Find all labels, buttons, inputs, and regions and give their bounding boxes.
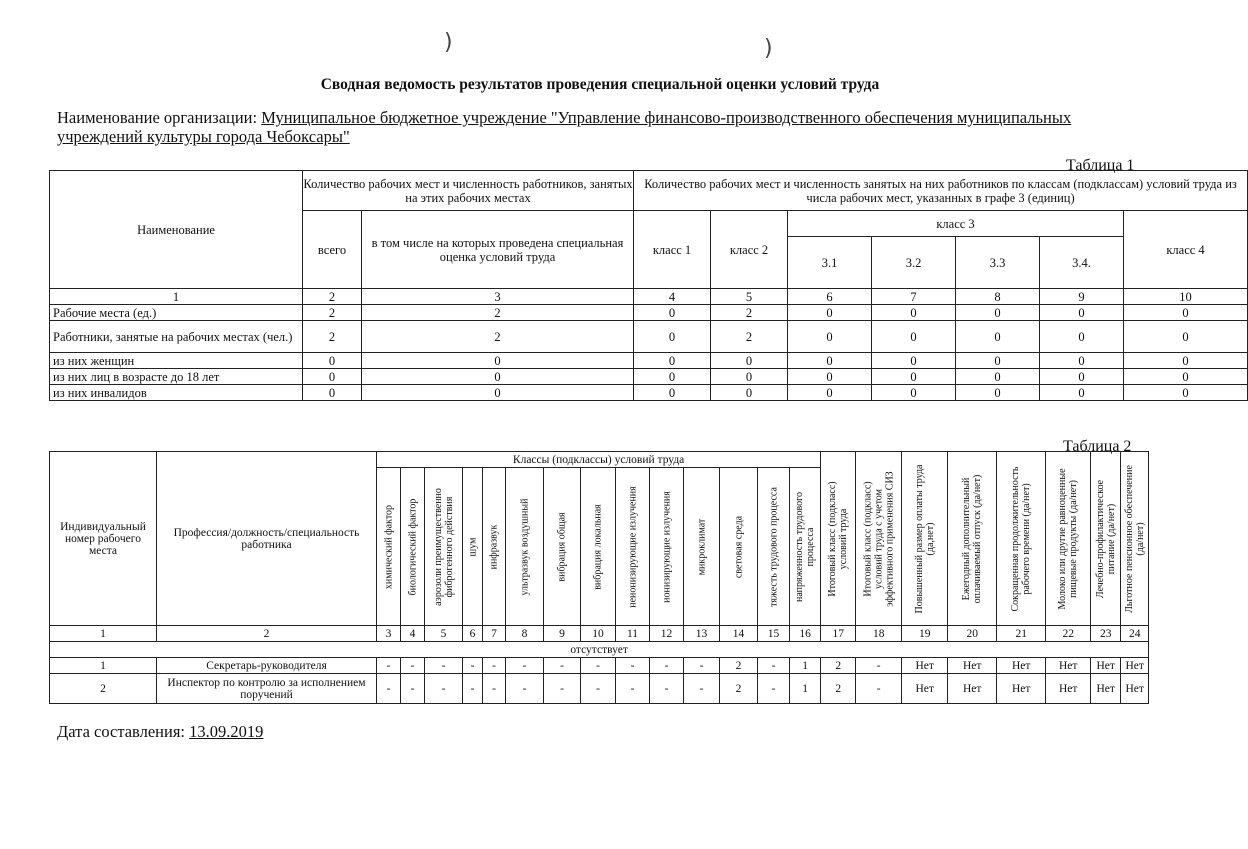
factor-header-text: вибрация локальная (592, 503, 604, 590)
factor-header-text: ионизирующие излучения (661, 490, 672, 603)
cell-value: 0 (956, 305, 1040, 321)
cell-value: 0 (872, 321, 956, 353)
cell-value: 0 (634, 385, 711, 401)
cell-value: 0 (303, 385, 362, 401)
col-num: 4 (401, 626, 425, 642)
cell-value: Нет (997, 674, 1046, 704)
col-num: 24 (1121, 626, 1149, 642)
cell-value: 0 (1124, 369, 1248, 385)
extra-header (821, 452, 856, 626)
cell-value: - (401, 674, 425, 704)
cell-value: 2 (303, 305, 362, 321)
cell-value: 0 (956, 385, 1040, 401)
factor-header (401, 468, 425, 626)
cell-value: Нет (1046, 658, 1091, 674)
cell-value: 0 (788, 385, 872, 401)
cell-value: 0 (1124, 305, 1248, 321)
col-num: 3 (362, 289, 634, 305)
factor-header (684, 468, 720, 626)
col-num: 5 (425, 626, 463, 642)
col-num: 15 (758, 626, 790, 642)
cell-value: 2 (711, 321, 788, 353)
factor-header-text: биологический фактор (407, 498, 418, 595)
col-num: 18 (856, 626, 902, 642)
col-num: 19 (902, 626, 948, 642)
cell-value: 2 (821, 674, 856, 704)
t1-sub-3-4: 3.4. (1040, 237, 1124, 289)
factor-header (506, 468, 544, 626)
cell-value: 0 (1124, 385, 1248, 401)
factor-header-text: микроклимат (696, 518, 707, 575)
extra-header (1091, 452, 1121, 626)
t1-header-count: Количество рабочих мест и численность работников, занятых на этих рабочих местах (303, 171, 634, 211)
t1-header-classes: Количество рабочих мест и численность занятых на них работников по классам (подклассам) условий труда из числа рабочих мест, указанных в графе 3 (единиц) (634, 171, 1248, 211)
table-row (50, 385, 1248, 401)
workplace-table (49, 451, 1149, 704)
factor-header-text: вибрация общая (556, 511, 568, 582)
extra-header-text: Итоговый класс (подкласс) условий труда (827, 480, 850, 597)
pen-mark-decoration: ) (764, 36, 773, 61)
col-num: 4 (634, 289, 711, 305)
t2-header-classes: Классы (подклассы) условий труда (377, 452, 821, 468)
extra-header (856, 452, 902, 626)
extra-header-text: Ежегодный дополнительный оплачиваемый отпуск (да/нет) (961, 474, 984, 603)
cell-value: 0 (956, 321, 1040, 353)
factor-header-text: химический фактор (383, 504, 394, 589)
col-num: 6 (463, 626, 483, 642)
cell-value: 0 (1040, 369, 1124, 385)
cell-value: 2 (711, 305, 788, 321)
profession: Инспектор по контролю за исполнением поручений (157, 674, 377, 704)
table1-caption: Таблица 1 (1066, 157, 1135, 174)
cell-value: 2 (821, 658, 856, 674)
col-num: 17 (821, 626, 856, 642)
cell-value: - (856, 674, 902, 704)
col-num: 1 (50, 289, 303, 305)
cell-value: Нет (1091, 658, 1121, 674)
table-row (50, 321, 1248, 353)
cell-value: - (425, 658, 463, 674)
cell-value: 0 (634, 353, 711, 369)
cell-value: - (758, 674, 790, 704)
cell-value: 0 (956, 353, 1040, 369)
cell-value: - (684, 658, 720, 674)
cell-value: 2 (303, 321, 362, 353)
factor-header-text: тяжесть трудового процесса (768, 486, 779, 607)
cell-value: 0 (362, 385, 634, 401)
extra-header (902, 452, 948, 626)
col-num: 9 (1040, 289, 1124, 305)
t1-header-total: всего (303, 211, 362, 289)
cell-value: Нет (1046, 674, 1091, 704)
factor-header-text: шум (467, 537, 478, 556)
cell-value: 0 (788, 321, 872, 353)
col-num: 5 (711, 289, 788, 305)
table-row (50, 674, 1149, 704)
factor-header (720, 468, 758, 626)
extra-header-text: Лечебно-профилактическое питание (да/нет) (1094, 479, 1117, 598)
row-label: Рабочие места (ед.) (50, 305, 303, 321)
col-num: 9 (544, 626, 581, 642)
cell-value: Нет (948, 674, 997, 704)
cell-value: 0 (1040, 353, 1124, 369)
col-num: 12 (650, 626, 684, 642)
cell-value: 0 (872, 385, 956, 401)
col-num: 20 (948, 626, 997, 642)
table-row (50, 353, 1248, 369)
extra-header-text: Льготное пенсионное обеспечение (да/нет) (1123, 464, 1146, 613)
factor-header (650, 468, 684, 626)
factor-header-text: световая среда (733, 515, 744, 578)
cell-value: Нет (997, 658, 1046, 674)
row-label: из них женщин (50, 353, 303, 369)
cell-value: - (506, 658, 544, 674)
cell-value: 0 (362, 369, 634, 385)
cell-value: Нет (902, 674, 948, 704)
summary-table (49, 170, 1248, 401)
col-num: 7 (872, 289, 956, 305)
cell-value: 0 (634, 305, 711, 321)
table-row (50, 369, 1248, 385)
factor-header (790, 468, 821, 626)
extra-header-text: Сокращенная продолжительность рабочего времени (да/нет) (1010, 466, 1033, 611)
cell-value: - (544, 658, 581, 674)
cell-value: 2 (720, 658, 758, 674)
cell-value: 0 (872, 353, 956, 369)
table-row (50, 658, 1149, 674)
t1-sub-3-3: 3.3 (956, 237, 1040, 289)
cell-value: - (616, 674, 650, 704)
t2-absent-row: отсутствует (50, 642, 1149, 658)
table-row (50, 305, 1248, 321)
cell-value: 0 (872, 305, 956, 321)
t1-header-class1: класс 1 (634, 211, 711, 289)
cell-value: - (650, 674, 684, 704)
table2-caption: Таблица 2 (1063, 438, 1132, 455)
col-num: 14 (720, 626, 758, 642)
cell-value: - (483, 658, 506, 674)
cell-value: Нет (902, 658, 948, 674)
cell-value: - (483, 674, 506, 704)
cell-value: 0 (1124, 353, 1248, 369)
page-title: Сводная ведомость результатов проведения специальной оценки условий труда (320, 76, 880, 93)
col-num: 1 (50, 626, 157, 642)
extra-header (948, 452, 997, 626)
cell-value: 0 (711, 369, 788, 385)
organization-label: Наименование организации: (57, 108, 258, 127)
col-num: 16 (790, 626, 821, 642)
cell-value: 0 (872, 369, 956, 385)
t1-header-class4: класс 4 (1124, 211, 1248, 289)
row-label: из них лиц в возрасте до 18 лет (50, 369, 303, 385)
cell-value: - (684, 674, 720, 704)
cell-value: - (463, 674, 483, 704)
extra-header (1121, 452, 1149, 626)
cell-value: 0 (1040, 321, 1124, 353)
cell-value: 0 (1124, 321, 1248, 353)
extra-header (1046, 452, 1091, 626)
factor-header-text: ультразвук воздушный (519, 498, 530, 595)
cell-value: 1 (790, 658, 821, 674)
cell-value: 2 (720, 674, 758, 704)
cell-value: 0 (788, 305, 872, 321)
cell-value: 0 (788, 353, 872, 369)
cell-value: - (506, 674, 544, 704)
organization-line (57, 108, 1147, 146)
col-num: 23 (1091, 626, 1121, 642)
extra-header-text: Итоговый класс (подкласс) условий труда с учетом эффективного применения СИЗ (862, 470, 896, 607)
cell-value: 0 (788, 369, 872, 385)
cell-value: 0 (362, 353, 634, 369)
factor-header (425, 468, 463, 626)
cell-value: - (758, 658, 790, 674)
cell-value: - (401, 658, 425, 674)
cell-value: - (377, 658, 401, 674)
cell-value: - (425, 674, 463, 704)
factor-header (463, 468, 483, 626)
t2-header-id: Индивидуальный номер рабочего места (50, 452, 157, 626)
workplace-id: 1 (50, 658, 157, 674)
t1-header-class2: класс 2 (711, 211, 788, 289)
cell-value: Нет (948, 658, 997, 674)
col-num: 10 (581, 626, 616, 642)
row-label: Работники, занятые на рабочих местах (чел.) (50, 321, 303, 353)
t1-column-numbers (50, 289, 1248, 305)
extra-header (997, 452, 1046, 626)
col-num: 2 (303, 289, 362, 305)
t1-header-assessed: в том числе на которых проведена специальная оценка условий труда (362, 211, 634, 289)
cell-value: Нет (1121, 674, 1149, 704)
factor-header-text: неионизирующие излучения (627, 485, 638, 608)
cell-value: - (463, 658, 483, 674)
factor-header (758, 468, 790, 626)
t1-sub-3-2: 3.2 (872, 237, 956, 289)
cell-value: 0 (634, 321, 711, 353)
t1-header-class3: класс 3 (788, 211, 1124, 237)
cell-value: 0 (303, 369, 362, 385)
col-num: 10 (1124, 289, 1248, 305)
col-num: 8 (506, 626, 544, 642)
profession: Секретарь-руководителя (157, 658, 377, 674)
cell-value: Нет (1091, 674, 1121, 704)
extra-header-text: Молоко или другие равноценные пищевые продукты (да/нет) (1057, 467, 1080, 610)
cell-value: 0 (711, 385, 788, 401)
cell-value: 2 (362, 305, 634, 321)
cell-value: 0 (956, 369, 1040, 385)
cell-value: - (581, 658, 616, 674)
t1-header-name: Наименование (50, 171, 303, 289)
col-num: 2 (157, 626, 377, 642)
col-num: 6 (788, 289, 872, 305)
cell-value: Нет (1121, 658, 1149, 674)
factor-header-text: аэрозоли преимущественно фиброгенного действия (432, 487, 455, 606)
cell-value: - (377, 674, 401, 704)
factor-header (377, 468, 401, 626)
cell-value: 0 (634, 369, 711, 385)
workplace-id: 2 (50, 674, 157, 704)
col-num: 8 (956, 289, 1040, 305)
cell-value: 0 (303, 353, 362, 369)
row-label: из них инвалидов (50, 385, 303, 401)
pen-mark-decoration: ) (444, 30, 453, 55)
cell-value: 0 (711, 353, 788, 369)
date-value: 13.09.2019 (189, 722, 264, 741)
cell-value: - (650, 658, 684, 674)
t2-header-profession: Профессия/должность/специальность работника (157, 452, 377, 626)
date-label: Дата составления: (57, 722, 186, 741)
cell-value: - (616, 658, 650, 674)
col-num: 3 (377, 626, 401, 642)
col-num: 22 (1046, 626, 1091, 642)
organization-name: Муниципальное бюджетное учреждение "Управление финансово-производственного обеспечения муниципальных учреждений культуры города Чебоксары" (57, 108, 1072, 146)
factor-header (544, 468, 581, 626)
col-num: 7 (483, 626, 506, 642)
extra-header-text: Повышенный размер оплаты труда (да,нет) (913, 464, 936, 613)
col-num: 11 (616, 626, 650, 642)
factor-header (483, 468, 506, 626)
t1-sub-3-1: 3.1 (788, 237, 872, 289)
col-num: 13 (684, 626, 720, 642)
cell-value: - (581, 674, 616, 704)
cell-value: - (856, 658, 902, 674)
factor-header (581, 468, 616, 626)
col-num: 21 (997, 626, 1046, 642)
factor-header-text: инфразвук (488, 524, 500, 569)
date-line (57, 722, 263, 742)
factor-header-text: напряженность трудового процесса (794, 491, 817, 602)
cell-value: 0 (1040, 385, 1124, 401)
cell-value: 0 (1040, 305, 1124, 321)
cell-value: 2 (362, 321, 634, 353)
cell-value: 1 (790, 674, 821, 704)
cell-value: - (544, 674, 581, 704)
factor-header (616, 468, 650, 626)
